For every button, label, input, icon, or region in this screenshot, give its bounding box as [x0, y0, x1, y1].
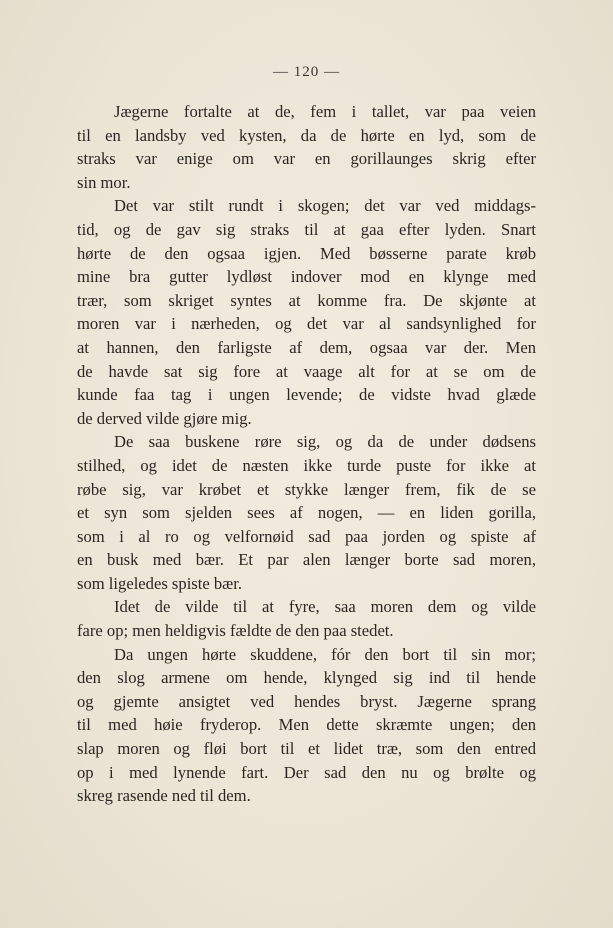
text-line: kunde faa tag i ungen levende; de vidste hvad glæde	[77, 385, 536, 405]
text-line: den slog armene om hende, klynged sig ind til hende	[77, 668, 536, 688]
text-line: sin mor.	[77, 172, 131, 192]
text-line: mine bra gutter lydløst indover mod en klynge med	[77, 267, 536, 287]
text-line: som ligeledes spiste bær.	[77, 573, 243, 593]
paragraph-first-line: Da ungen hørte skuddene, fór den bort til sin mor;	[114, 644, 536, 664]
text-line: hørte de den ogsaa igjen. Med bøsserne parate krøb	[77, 243, 536, 263]
text-line: at hannen, den farligste af dem, ogsaa var der. Men	[77, 337, 536, 357]
text-line: røbe sig, var krøbet et stykke længer frem, fik de se	[77, 479, 536, 499]
text-line: en busk med bær. Et par alen længer borte sad moren,	[77, 550, 536, 570]
text-line: og gjemte ansigtet ved hendes bryst. Jægerne sprang	[77, 691, 536, 711]
body-text	[77, 100, 536, 808]
text-line: til en landsby ved kysten, da de hørte en lyd, som de	[77, 125, 536, 145]
text-line: slap moren og fløi bort til et lidet træ, som den entred	[77, 739, 536, 759]
page-number: — 120 —	[273, 64, 340, 80]
text-line: op i med lynende fart. Der sad den nu og brølte og	[77, 762, 536, 782]
text-line: de derved vilde gjøre mig.	[77, 408, 252, 428]
text-line: skreg rasende ned til dem.	[77, 786, 251, 806]
text-line: fare op; men heldigvis fældte de den paa stedet.	[77, 621, 394, 641]
text-line: trær, som skriget syntes at komme fra. De skjønte at	[77, 290, 536, 310]
text-line: straks var enige om var en gorillaunges skrig efter	[77, 149, 536, 169]
text-line: til med høie fryderop. Men dette skræmte ungen; den	[77, 715, 536, 735]
paragraph-first-line: Jægerne fortalte at de, fem i tallet, var paa veien	[114, 102, 536, 121]
paragraph-first-line: Det var stilt rundt i skogen; det var ved middags-	[114, 196, 536, 216]
text-line: et syn som sjelden sees af nogen, — en liden gorilla,	[77, 503, 536, 523]
text-line: tid, og de gav sig straks til at gaa efter lyden. Snart	[77, 219, 536, 239]
text-line: de havde sat sig fore at vaage alt for at se om de	[77, 361, 536, 381]
text-line: som i al ro og velfornøid sad paa jorden og spiste af	[77, 526, 536, 546]
text-line: stilhed, og idet de næsten ikke turde puste for ikke at	[77, 455, 536, 475]
text-line: moren var i nærheden, og det var al sandsynlighed for	[77, 314, 536, 334]
paragraph-first-line: De saa buskene røre sig, og da de under dødsens	[114, 432, 536, 452]
paragraph-first-line: Idet de vilde til at fyre, saa moren dem og vilde	[114, 597, 536, 617]
